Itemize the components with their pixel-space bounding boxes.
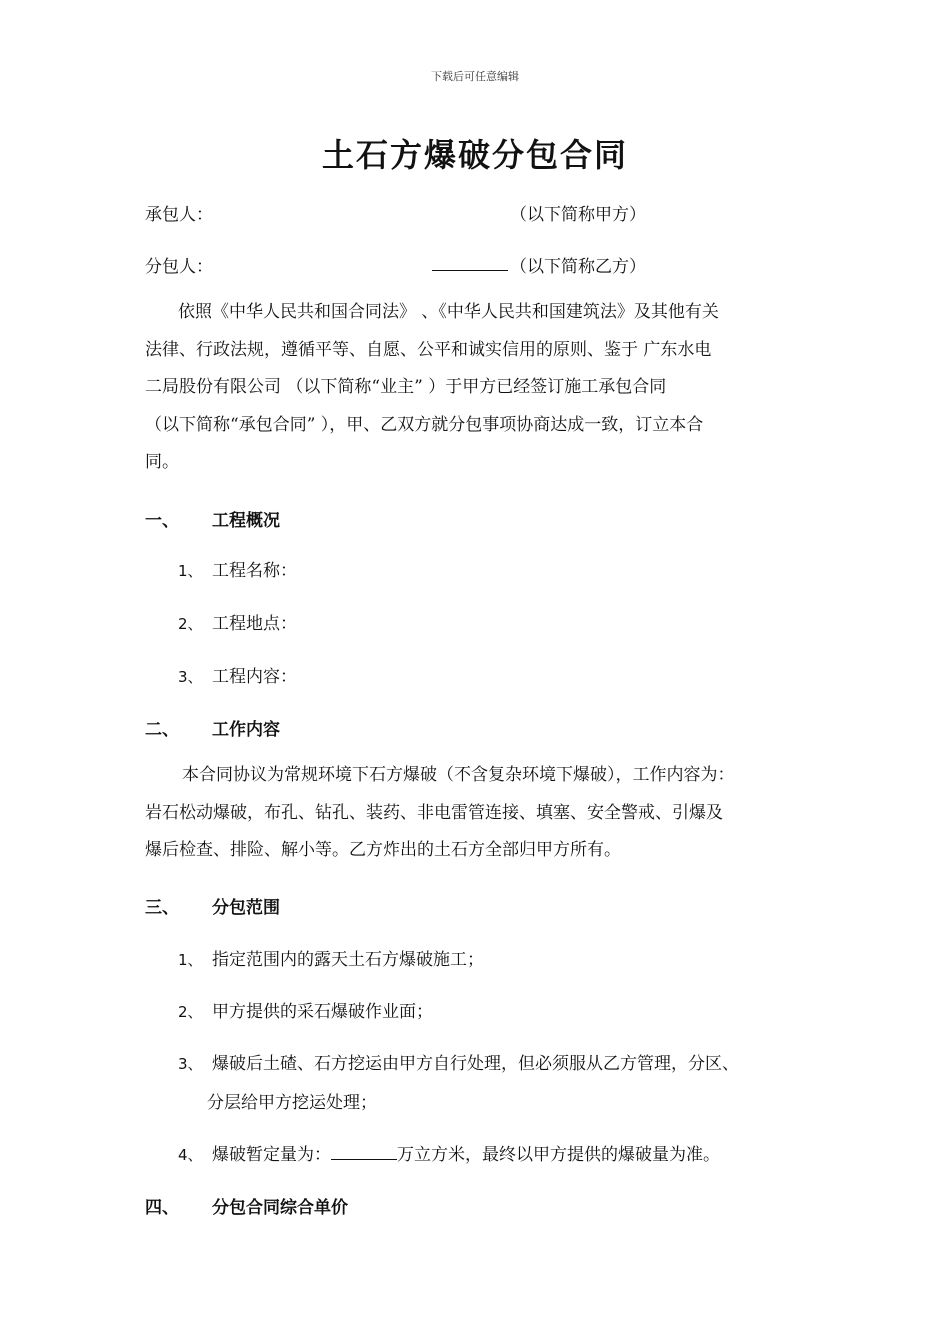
contractor-label: 承包人：	[145, 205, 213, 225]
list-item	[178, 1140, 720, 1165]
item-number: 2、	[178, 1003, 203, 1021]
item-number: 1、	[178, 562, 203, 580]
list-item	[178, 609, 297, 634]
section-2-heading	[145, 715, 280, 740]
preamble-line: 二局股份有限公司 （以下简称“业主” ）于甲方已经签订施工承包合同	[145, 377, 667, 397]
section-1-heading	[145, 506, 280, 531]
section-3-heading	[145, 893, 280, 918]
preamble-line: 同。	[145, 452, 179, 472]
preamble-paragraph	[145, 294, 810, 482]
section-title: 工程概况	[212, 511, 280, 531]
list-item	[178, 997, 433, 1022]
list-item	[178, 662, 297, 687]
item-number: 1、	[178, 951, 203, 969]
subcontractor-blank	[432, 252, 508, 271]
section-4-heading	[145, 1193, 348, 1218]
contractor-note: （以下简称甲方）	[510, 205, 646, 225]
item-number: 3、	[178, 1055, 203, 1073]
subcontractor-label: 分包人：	[145, 257, 213, 277]
item-text: 工程地点：	[212, 614, 297, 634]
subcontractor-note: （以下简称乙方）	[510, 257, 646, 277]
section-number: 三、	[145, 898, 179, 918]
section-number: 一、	[145, 511, 179, 531]
section-title: 分包合同综合单价	[212, 1198, 348, 1218]
item-text: 爆破后土碴、石方挖运由甲方自行处理，但必须服从乙方管理，分区、	[212, 1054, 739, 1074]
item-text: 爆破暂定量为：	[212, 1145, 331, 1165]
item-text: 指定范围内的露天土石方爆破施工；	[212, 950, 484, 970]
contract-title: 土石方爆破分包合同	[321, 136, 628, 174]
preamble-line: 法律、行政法规，遵循平等、自愿、公平和诚实信用的原则、鉴于 广东水电	[145, 339, 712, 360]
item-text: 甲方提供的采石爆破作业面；	[212, 1002, 433, 1022]
item-text: 工程内容：	[212, 667, 297, 687]
paragraph-line: 本合同协议为常规环境下石方爆破（不含复杂环境下爆破），工作内容为：	[182, 765, 735, 785]
section-number: 四、	[145, 1198, 179, 1218]
paragraph-line: 岩石松动爆破，布孔、钻孔、装药、非电雷管连接、填塞、安全警戒、引爆及	[145, 802, 723, 823]
list-item	[178, 556, 297, 581]
blast-volume-blank	[331, 1141, 397, 1160]
item-number: 2、	[178, 615, 203, 633]
preamble-line: （以下简称“承包合同” ），甲、乙双方就分包事项协商达成一致，订立本合	[145, 414, 704, 435]
section-title: 工作内容	[212, 720, 280, 740]
list-item-continuation: 分层给甲方挖运处理；	[207, 1093, 377, 1113]
list-item	[178, 1049, 739, 1074]
item-number: 4、	[178, 1146, 203, 1164]
header-note: 下载后可任意编辑	[431, 70, 519, 83]
item-text: 万立方米，最终以甲方提供的爆破量为准。	[397, 1145, 720, 1165]
item-text: 工程名称：	[212, 561, 297, 581]
paragraph-line: 爆后检查、排险、解小等。乙方炸出的土石方全部归甲方所有。	[145, 840, 621, 860]
item-number: 3、	[178, 668, 203, 686]
section-title: 分包范围	[212, 898, 280, 918]
preamble-line: 依照《中华人民共和国合同法》 、《中华人民共和国建筑法》及其他有关	[178, 302, 719, 322]
list-item	[178, 945, 484, 970]
section-number: 二、	[145, 720, 179, 740]
work-content-paragraph	[145, 757, 810, 870]
